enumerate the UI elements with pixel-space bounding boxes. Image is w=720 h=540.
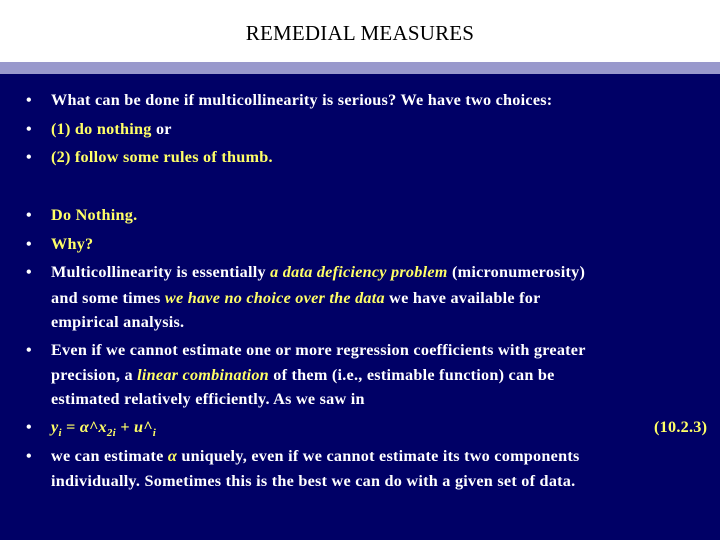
highlighted-text: α	[167, 447, 178, 465]
equation-subscript: i	[58, 427, 62, 440]
bullet-text: (micronumerosity)	[447, 263, 586, 281]
equation-y: y	[51, 418, 59, 436]
bullet-do-nothing	[51, 206, 137, 225]
equation-u: + u^	[115, 418, 153, 436]
bullet-marker: •	[26, 236, 32, 253]
bullet-linear-combination-line-3	[51, 390, 365, 409]
highlighted-text: linear combination	[137, 366, 269, 384]
bullet-text: Multicollinearity is essentially	[51, 263, 271, 281]
bullet-rules-of-thumb	[51, 148, 273, 167]
bullet-text: individually. Sometimes this is the best we can do with a given set of data.	[51, 472, 576, 490]
bullet-marker: •	[26, 342, 32, 359]
bullet-text: What can be done if multicollinearity is serious? We have two choices:	[51, 91, 553, 109]
bullet-text: we have available for	[384, 289, 541, 307]
bullet-marker: •	[26, 149, 32, 166]
bullet-text: of them (i.e., estimable function) can be	[268, 366, 555, 384]
highlighted-text: a data deficiency problem	[270, 263, 448, 281]
bullet-linear-combination-line-2	[51, 366, 555, 385]
bullet-marker: •	[26, 448, 32, 465]
bullet-marker: •	[26, 419, 32, 436]
equation-subscript: i	[152, 427, 157, 440]
bullet-marker: •	[26, 92, 32, 109]
equation-alpha-x: = α^x	[61, 418, 107, 436]
bullet-text: or	[151, 120, 172, 138]
bullet-linear-combination-line-1	[51, 341, 586, 360]
equation-number: (10.2.3)	[654, 418, 708, 436]
highlighted-text: we have no choice over the data	[164, 289, 385, 307]
equation-subscript: 2i	[106, 427, 116, 440]
highlighted-text: (2) follow some rules of thumb.	[51, 148, 273, 166]
bullet-equation	[51, 418, 708, 440]
bullet-why	[51, 235, 93, 254]
bullet-text: Even if we cannot estimate one or more regression coefficients with greater	[51, 341, 586, 359]
bullet-text: uniquely, even if we cannot estimate its two components	[177, 447, 580, 465]
bullet-deficiency-line-1	[51, 263, 585, 282]
highlighted-text: Do Nothing.	[51, 206, 138, 224]
highlighted-text: Why?	[51, 235, 94, 253]
bullet-marker: •	[26, 264, 32, 281]
bullet-text: we can estimate	[51, 447, 168, 465]
bullet-marker: •	[26, 121, 32, 138]
bullet-text: empirical analysis.	[51, 313, 185, 331]
bullet-estimate-alpha-line-2	[51, 472, 575, 491]
bullet-deficiency-line-2	[51, 289, 541, 308]
slide-title: REMEDIAL MEASURES	[245, 21, 475, 45]
bullet-choices	[51, 91, 552, 110]
highlighted-text: (1) do nothing	[51, 120, 152, 138]
bullet-text: precision, a	[51, 366, 138, 384]
bullet-marker: •	[26, 207, 32, 224]
bullet-text: and some times	[51, 289, 165, 307]
bullet-estimate-alpha-line-1	[51, 447, 580, 466]
bullet-deficiency-line-3	[51, 313, 184, 332]
bullet-do-nothing-choice	[51, 120, 172, 139]
bullet-text: estimated relatively efficiently. As we saw in	[51, 390, 365, 408]
